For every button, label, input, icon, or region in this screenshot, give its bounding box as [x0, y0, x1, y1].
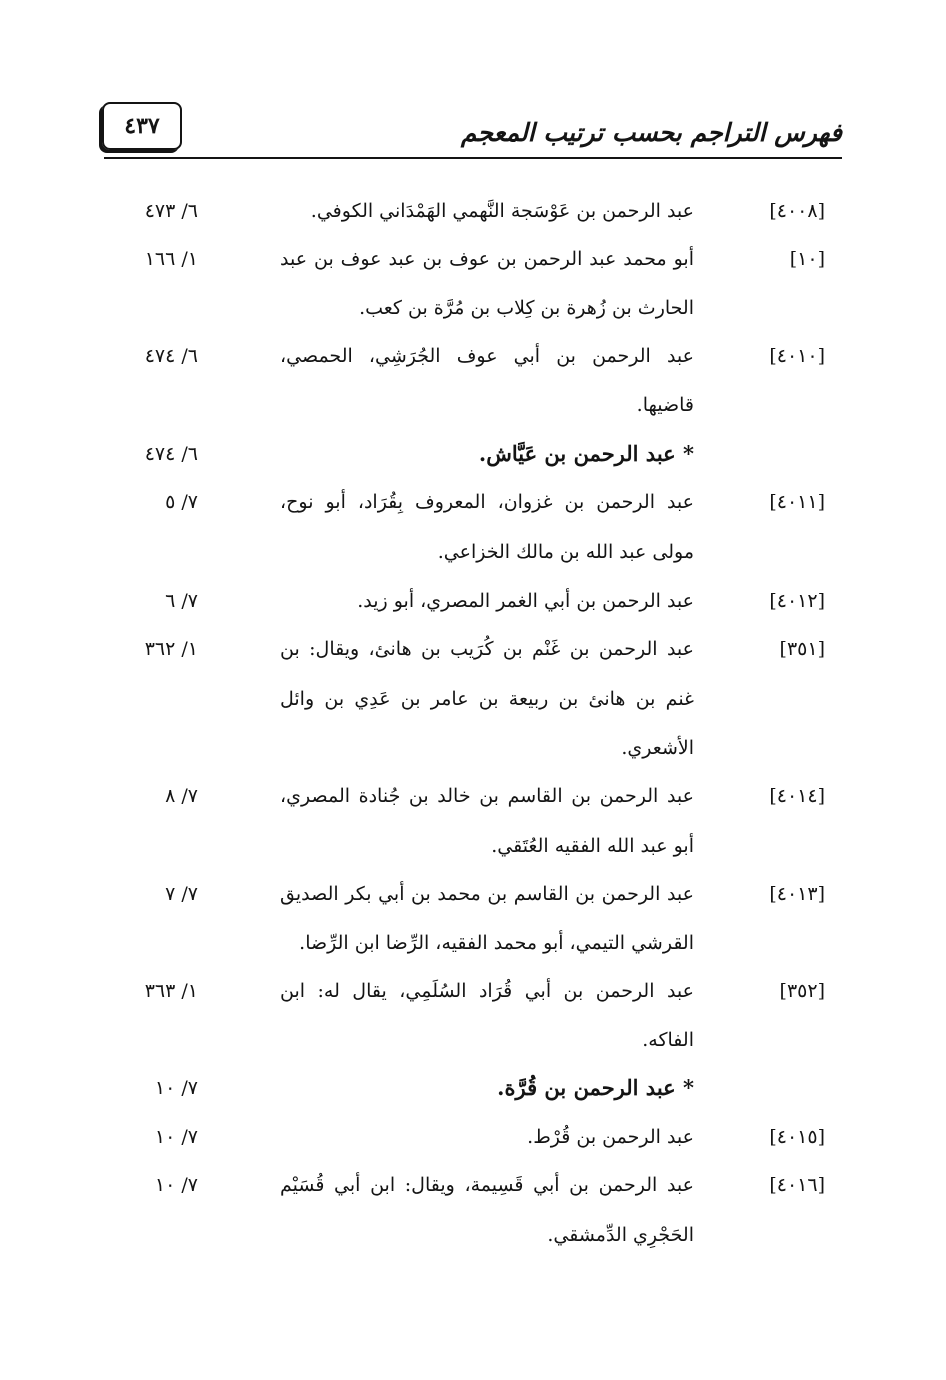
header-rule — [104, 157, 842, 159]
page-number: ٤٣٧ — [102, 102, 182, 150]
entry-number: [١٠] — [789, 248, 825, 270]
entry-text: عبد الرحمن بن غزوان، المعروف بِقُرَاد، أبو نوح، — [280, 491, 694, 513]
entry-reference: ٧/ ٨ — [165, 785, 198, 807]
entry-reference: ٧/ ٦ — [165, 590, 198, 612]
entry-text: عبد الرحمن بن أبي قَسِيمة، ويقال: ابن أبي قُسَيْم — [280, 1174, 694, 1196]
entry-text: عبد الرحمن بن عَوْسَجة النَّهمي الهَمْدَاني الكوفي. — [310, 200, 694, 222]
entry-reference: ٦/ ٤٧٤ — [144, 345, 198, 367]
entry-reference: ١/ ٣٦٣ — [144, 980, 198, 1002]
entry-text: عبد الرحمن بن أبي عوف الجُرَشِي، الحمصي، — [280, 345, 694, 367]
entry-reference: ٧/ ١٠ — [154, 1126, 198, 1148]
entry-text: أبو محمد عبد الرحمن بن عوف بن عبد عوف بن عبد — [280, 248, 694, 270]
entry-number: [٤٠١٤] — [769, 785, 825, 807]
entry-reference: ٧/ ٧ — [165, 883, 198, 905]
entry-reference: ٧/ ١٠ — [154, 1077, 198, 1099]
entry-number: [٤٠١٦] — [769, 1174, 825, 1196]
entry-text: الفاكه. — [642, 1029, 694, 1051]
entry-number: [٤٠١٠] — [769, 345, 825, 367]
entry-number: [٣٥١] — [779, 638, 825, 660]
entry-heading: * عبد الرحمن بن قُرَّة. — [497, 1075, 694, 1100]
entry-reference: ١/ ٣٦٢ — [144, 638, 198, 660]
entry-text: عبد الرحمن بن القاسم بن محمد بن أبي بكر الصديق — [280, 883, 694, 905]
entry-text: غنم بن هانئ بن ربيعة بن عامر بن عَدِي بن وائل — [280, 688, 694, 710]
entry-text: الحارث بن زُهرة بن كِلاب بن مُرَّة بن كعب. — [359, 297, 694, 319]
entry-text: الحَجْرِي الدِّمشقي. — [547, 1224, 694, 1246]
entry-reference: ٧/ ٥ — [165, 491, 198, 513]
entry-number: [٣٥٢] — [779, 980, 825, 1002]
entry-number: [٤٠١١] — [769, 491, 825, 513]
running-header-title: فهرس التراجم بحسب ترتيب المعجم — [460, 118, 842, 147]
entry-reference: ٦/ ٤٧٤ — [144, 443, 198, 465]
entry-number: [٤٠١٢] — [769, 590, 825, 612]
entry-number: [٤٠١٥] — [769, 1126, 825, 1148]
entry-text: عبد الرحمن بن أبي الغمر المصري، أبو زيد. — [357, 590, 694, 612]
entry-heading: * عبد الرحمن بن عَيَّاش. — [478, 441, 694, 466]
entry-number: [٤٠١٣] — [769, 883, 825, 905]
entry-text: قاضيها. — [636, 394, 694, 416]
entry-reference: ٦/ ٤٧٣ — [144, 200, 198, 222]
entry-text: الأشعري. — [621, 737, 694, 759]
entry-text: عبد الرحمن بن القاسم بن خالد بن جُنادة المصري، — [280, 785, 694, 807]
entry-reference: ٧/ ١٠ — [154, 1174, 198, 1196]
entry-text: عبد الرحمن بن أبي قُرَاد السُلَمِي، يقال له: ابن — [280, 980, 694, 1002]
entry-text: عبد الرحمن بن قُرْط. — [527, 1126, 694, 1148]
entry-text: أبو عبد الله الفقيه العُتَقي. — [491, 835, 694, 857]
entry-text: مولى عبد الله بن مالك الخزاعي. — [437, 541, 694, 563]
entry-text: عبد الرحمن بن غَنْم بن كُرَيب بن هانئ، ويقال: بن — [280, 638, 694, 660]
entry-text: القرشي التيمي، أبو محمد الفقيه، الرِّضا ابن الرِّضا. — [299, 932, 694, 954]
entry-number: [٤٠٠٨] — [769, 200, 825, 222]
entry-reference: ١/ ١٦٦ — [144, 248, 198, 270]
